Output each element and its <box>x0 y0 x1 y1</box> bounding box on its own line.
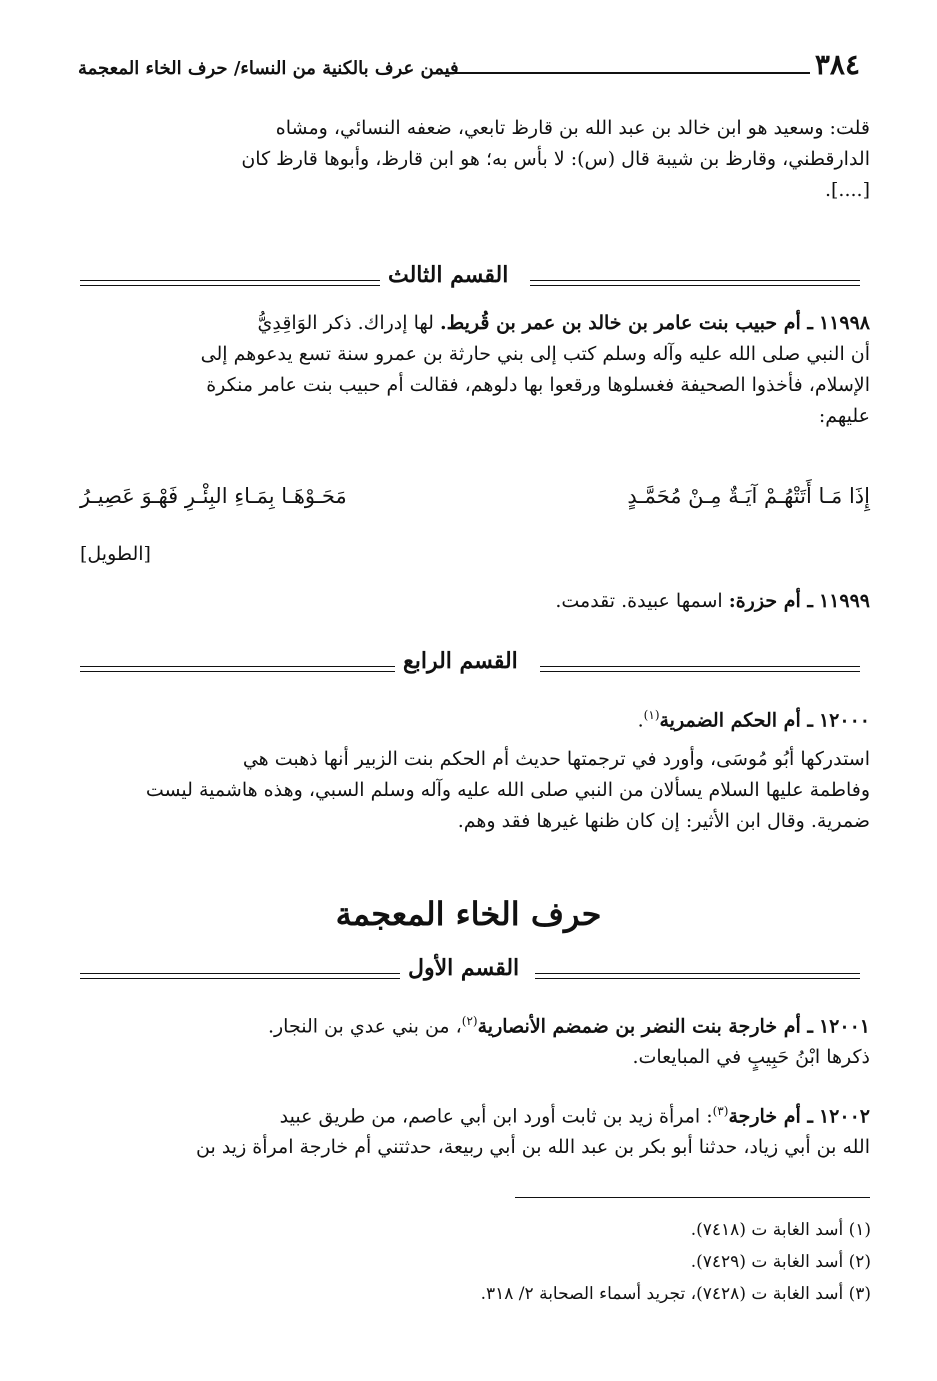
entry-12000-heading: ١٢٠٠٠ ـ أم الحكم الضمرية$^{(١)}$. <box>637 708 870 732</box>
section-heading-third <box>80 262 870 298</box>
section-rule-right <box>530 280 860 286</box>
intro-line-1: قلت: وسعيد هو ابن خالد بن عبد الله بن قارظ تابعي، ضعفه النسائي، ومشاه <box>275 117 870 139</box>
entry-number: ١٢٠٠٠ <box>818 709 870 732</box>
footnote-2: (٢) أسد الغابة ت (٧٤٢٩). <box>690 1252 871 1272</box>
intro-paragraph <box>80 113 870 206</box>
footnote-1: (١) أسد الغابة ت (٧٤١٨). <box>690 1220 871 1240</box>
intro-line-3: [....]. <box>824 179 870 201</box>
page-header <box>60 48 860 88</box>
chapter-title: حرف الخاء المعجمة <box>335 895 602 933</box>
footnote-ref[interactable]: (٢) <box>461 1014 478 1028</box>
entry-line: وفاطمة عليها السلام يسألان من النبي صلى الله عليه وآله وسلم السبي، وهذه هاشمية ليست <box>145 779 870 801</box>
footnote-rule <box>515 1197 870 1198</box>
verse-second-hemistich: مَحَـوْهَـا بِمَـاءِ البِئْـرِ فَهْـوَ عَصِيـرُ <box>80 484 347 508</box>
entry-line: ضمرية. وقال ابن الأثير: إن كان ظنها غيرها فقد وهم. <box>457 810 870 832</box>
entry-line: ذكرها ابْنُ حَبِيبٍ في المبايعات. <box>632 1046 870 1069</box>
section-title: القسم الأول <box>408 955 520 981</box>
header-rule <box>455 72 810 74</box>
entry-line: عليهم: <box>818 405 870 427</box>
intro-line-2: الدارقطني، وقارظ بن شيبة قال (س): لا بأس به؛ هو ابن قارظ، وأبوها قارظ كان <box>241 148 870 170</box>
entry-number: ١١٩٩٨ <box>818 312 870 334</box>
poem-verse <box>80 484 870 524</box>
entry-number: ١٢٠٠٢ <box>818 1105 870 1128</box>
entry-name: ـ أم الحكم الضمرية <box>659 709 813 732</box>
section-heading-first <box>80 955 870 991</box>
entry-name: ـ أم حبيب بنت عامر بن خالد بن عمر بن قُريط. <box>439 312 813 334</box>
section-rule-left <box>80 973 400 979</box>
running-title: فيمن عرف بالكنية من النساء/ حرف الخاء المعجمة <box>78 58 459 79</box>
footnote-ref[interactable]: (٣) <box>712 1104 729 1118</box>
entry-name: ـ أم خارجة بنت النضر بن ضمضم الأنصارية <box>477 1015 813 1038</box>
entry-line <box>80 1096 870 1132</box>
entry-name: ـ أم حزرة: <box>728 590 813 612</box>
entry-12000-body <box>80 744 870 837</box>
entry-12002 <box>80 1096 870 1163</box>
entry-text: : امرأة زيد بن ثابت أورد ابن أبي عاصم، من طريق عبيد <box>279 1105 713 1128</box>
section-rule-left <box>80 280 380 286</box>
page-number: ٣٨٤ <box>814 48 860 81</box>
entry-line: أن النبي صلى الله عليه وآله وسلم كتب إلى بني حارثة بن عمرو سنة تسع يدعوهم إلى <box>200 343 870 365</box>
entry-text: لها إدراك. ذكر الوَاقِدِيُّ <box>257 312 434 334</box>
section-rule-right <box>535 973 860 979</box>
entry-number: ١١٩٩٩ <box>818 590 870 612</box>
entry-11998 <box>80 308 870 432</box>
entry-11999 <box>80 586 870 617</box>
entry-line: الله بن أبي زياد، حدثنا أبو بكر بن عبد الله بن أبي ربيعة، حدثتني أم خارجة امرأة زيد بن <box>196 1136 870 1159</box>
footnote-3: (٣) أسد الغابة ت (٧٤٢٨)، تجريد أسماء الصحابة ٢/ ٣١٨. <box>480 1284 871 1304</box>
verse-first-hemistich: إِذَا مَـا أَتَتْهُـمْ آيَـةٌ مِـنْ مُحَمَّـدٍ <box>627 484 870 508</box>
entry-text: اسمها عبيدة. تقدمت. <box>555 590 723 612</box>
footnote-ref[interactable]: (١) <box>643 708 660 722</box>
section-heading-fourth <box>80 648 870 684</box>
entry-text: ، من بني عدي بن النجار. <box>267 1015 462 1038</box>
entry-line <box>80 1006 870 1042</box>
entry-number: ١٢٠٠١ <box>818 1015 870 1038</box>
section-rule-right <box>540 666 860 672</box>
section-title: القسم الثالث <box>388 262 509 288</box>
section-rule-left <box>80 666 395 672</box>
entry-line: استدركها أبُو مُوسَى، وأورد في ترجمتها حديث أم الحكم بنت الزبير أنها ذهبت هي <box>242 748 870 770</box>
entry-name: ـ أم خارجة <box>728 1105 813 1128</box>
section-title: القسم الرابع <box>403 648 518 674</box>
entry-12001 <box>80 1006 870 1073</box>
poem-meter: [الطويل] <box>80 543 151 565</box>
entry-line: الإسلام، فأخذوا الصحيفة فغسلوها ورقعوا بها دلوهم، فقالت أم حبيب بنت عامر منكرة <box>206 374 870 396</box>
entry-line <box>80 308 870 339</box>
